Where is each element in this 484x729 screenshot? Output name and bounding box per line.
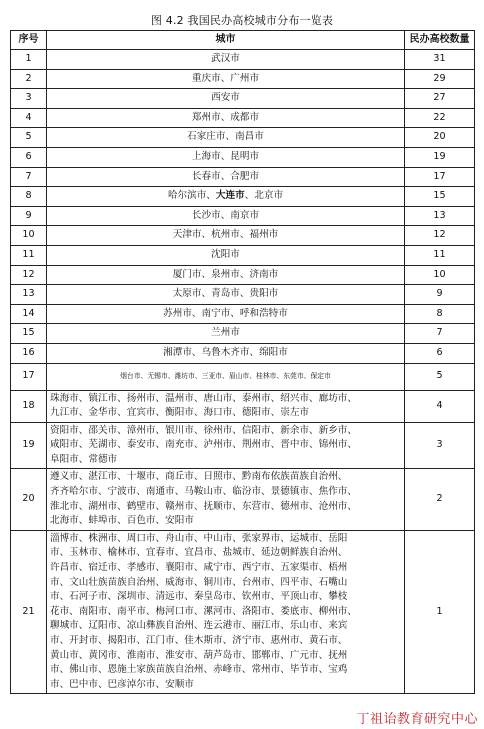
row-cities: 苏州市、南宁市、呼和浩特市 [47, 304, 405, 324]
row-number: 15 [11, 324, 47, 344]
city-line: 花市、南阳市、南平市、梅河口市、漯河市、洛阳市、娄底市、柳州市、 [50, 605, 357, 617]
table-row [11, 363, 475, 390]
city-line: 遵义市、湛江市、十堰市、商丘市、日照市、黔南布依族苗族自治州、 [50, 471, 348, 483]
table-row [11, 324, 475, 344]
city-line: 咸阳市、芜湖市、泰安市、南充市、泸州市、荆州市、晋中市、锦州市、 [50, 439, 357, 451]
row-number: 17 [11, 363, 47, 390]
city-line: 市、佛山市、恩施土家族苗族自治州、赤峰市、常州市、毕节市、宝鸡 [50, 664, 348, 676]
row-number: 12 [11, 265, 47, 285]
row-number: 11 [11, 245, 47, 265]
city-line: 淄博市、株洲市、周口市、舟山市、中山市、张家界市、运城市、岳阳 [50, 532, 348, 544]
table-row [11, 469, 475, 530]
table-row [11, 422, 475, 469]
row-cities: 太原市、青岛市、贵阳市 [47, 285, 405, 305]
table-row [11, 343, 475, 363]
table-row [11, 50, 475, 70]
table-row [11, 128, 475, 148]
table-row [11, 147, 475, 167]
row-cities: 天津市、杭州市、福州市 [47, 226, 405, 246]
watermark: 丁祖诒教育研究中心 [356, 712, 478, 727]
city-line: 市、玉林市、榆林市、宜春市、宜昌市、盐城市、延边朝鲜族自治州、 [50, 547, 348, 559]
table-body [11, 50, 475, 694]
row-count: 8 [405, 304, 475, 324]
table-row [11, 187, 475, 207]
table-row [11, 89, 475, 109]
header-row [11, 31, 475, 50]
row-number: 21 [11, 530, 47, 694]
row-number: 7 [11, 167, 47, 187]
row-cities: 沈阳市 [47, 245, 405, 265]
table-row [11, 245, 475, 265]
row-number: 13 [11, 285, 47, 305]
row-cities: 长春市、合肥市 [47, 167, 405, 187]
row-count: 20 [405, 128, 475, 148]
row-number: 8 [11, 187, 47, 207]
row-count: 27 [405, 89, 475, 109]
row-number: 9 [11, 206, 47, 226]
row-count: 4 [405, 390, 475, 422]
table-row [11, 226, 475, 246]
row-cities: 哈尔滨市、大连市、北京市 [47, 187, 405, 207]
row-cities: 石家庄市、南昌市 [47, 128, 405, 148]
table-row [11, 285, 475, 305]
table-row [11, 390, 475, 422]
row-count: 5 [405, 363, 475, 390]
city-line: 阜阳市、常德市 [50, 453, 118, 465]
city-line: 黄山市、黄冈市、淮南市、淮安市、葫芦岛市、邯郸市、广元市、抚州 [50, 649, 348, 661]
row-number: 1 [11, 50, 47, 70]
row-number: 3 [11, 89, 47, 109]
row-count: 1 [405, 530, 475, 694]
header-count: 民办高校数量 [405, 31, 475, 50]
city-line: 珠海市、镇江市、扬州市、温州市、唐山市、泰州市、绍兴市、廊坊市、 [50, 392, 357, 404]
city-line: 齐齐哈尔市、宁波市、南通市、马鞍山市、临汾市、景德镇市、焦作市、 [50, 486, 357, 498]
row-count: 15 [405, 187, 475, 207]
row-number: 2 [11, 69, 47, 89]
table-row [11, 206, 475, 226]
city-line: 市、文山壮族苗族自治州、威海市、铜川市、台州市、四平市、石嘴山 [50, 576, 348, 588]
table-row [11, 530, 475, 694]
row-cities: 厦门市、泉州市、济南市 [47, 265, 405, 285]
row-cities: 郑州市、成都市 [47, 108, 405, 128]
row-cities [47, 390, 405, 422]
row-count: 3 [405, 422, 475, 469]
row-cities: 重庆市、广州市 [47, 69, 405, 89]
row-cities [47, 530, 405, 694]
row-number: 6 [11, 147, 47, 167]
row-count: 22 [405, 108, 475, 128]
city-line: 许昌市、宿迁市、孝感市、襄阳市、咸宁市、西宁市、五家渠市、梧州 [50, 562, 348, 574]
row-number: 14 [11, 304, 47, 324]
row-count: 2 [405, 469, 475, 530]
city-line: 淮北市、湖州市、鹤壁市、赣州市、抚顺市、东营市、德州市、沧州市、 [50, 500, 357, 512]
row-number: 20 [11, 469, 47, 530]
row-cities: 武汉市 [47, 50, 405, 70]
row-count: 9 [405, 285, 475, 305]
row-count: 31 [405, 50, 475, 70]
row-count: 10 [405, 265, 475, 285]
table-row [11, 69, 475, 89]
row-count: 29 [405, 69, 475, 89]
row-count: 6 [405, 343, 475, 363]
row-cities: 西安市 [47, 89, 405, 109]
row-count: 12 [405, 226, 475, 246]
table-row [11, 304, 475, 324]
city-line: 九江市、金华市、宜宾市、衡阳市、海口市、德阳市、崇左市 [50, 407, 310, 419]
row-cities [47, 422, 405, 469]
city-line: 市、巴中市、巴彦淖尔市、安顺市 [50, 678, 194, 690]
header-no: 序号 [11, 31, 47, 50]
row-count: 19 [405, 147, 475, 167]
row-count: 13 [405, 206, 475, 226]
row-number: 19 [11, 422, 47, 469]
row-cities: 湘潭市、乌鲁木齐市、绵阳市 [47, 343, 405, 363]
row-cities: 上海市、昆明市 [47, 147, 405, 167]
city-distribution-table [10, 30, 475, 694]
table-row [11, 265, 475, 285]
table-caption: 图 4.2 我国民办高校城市分布一览表 [150, 14, 334, 27]
row-count: 7 [405, 324, 475, 344]
row-number: 16 [11, 343, 47, 363]
row-cities: 兰州市 [47, 324, 405, 344]
header-city: 城市 [47, 31, 405, 50]
row-number: 18 [11, 390, 47, 422]
row-count: 17 [405, 167, 475, 187]
city-line: 市、石河子市、深圳市、清远市、秦皇岛市、钦州市、平顶山市、攀枝 [50, 591, 348, 603]
row-number: 5 [11, 128, 47, 148]
row-number: 10 [11, 226, 47, 246]
table-row [11, 167, 475, 187]
row-count: 11 [405, 245, 475, 265]
table-row [11, 108, 475, 128]
row-cities: 烟台市、无锡市、潍坊市、三亚市、眉山市、桂林市、东莞市、保定市 [47, 363, 405, 390]
city-line: 市、开封市、揭阳市、江门市、佳木斯市、济宁市、惠州市、黄石市、 [50, 635, 348, 646]
row-number: 4 [11, 108, 47, 128]
row-cities: 长沙市、南京市 [47, 206, 405, 226]
row-cities [47, 469, 405, 530]
city-line: 聊城市、辽阳市、凉山彝族自治州、连云港市、丽江市、乐山市、来宾 [50, 620, 348, 632]
city-line: 北海市、蚌埠市、百色市、安阳市 [50, 515, 194, 527]
city-line: 资阳市、邵关市、漳州市、银川市、徐州市、信阳市、新余市、新乡市、 [50, 424, 357, 436]
